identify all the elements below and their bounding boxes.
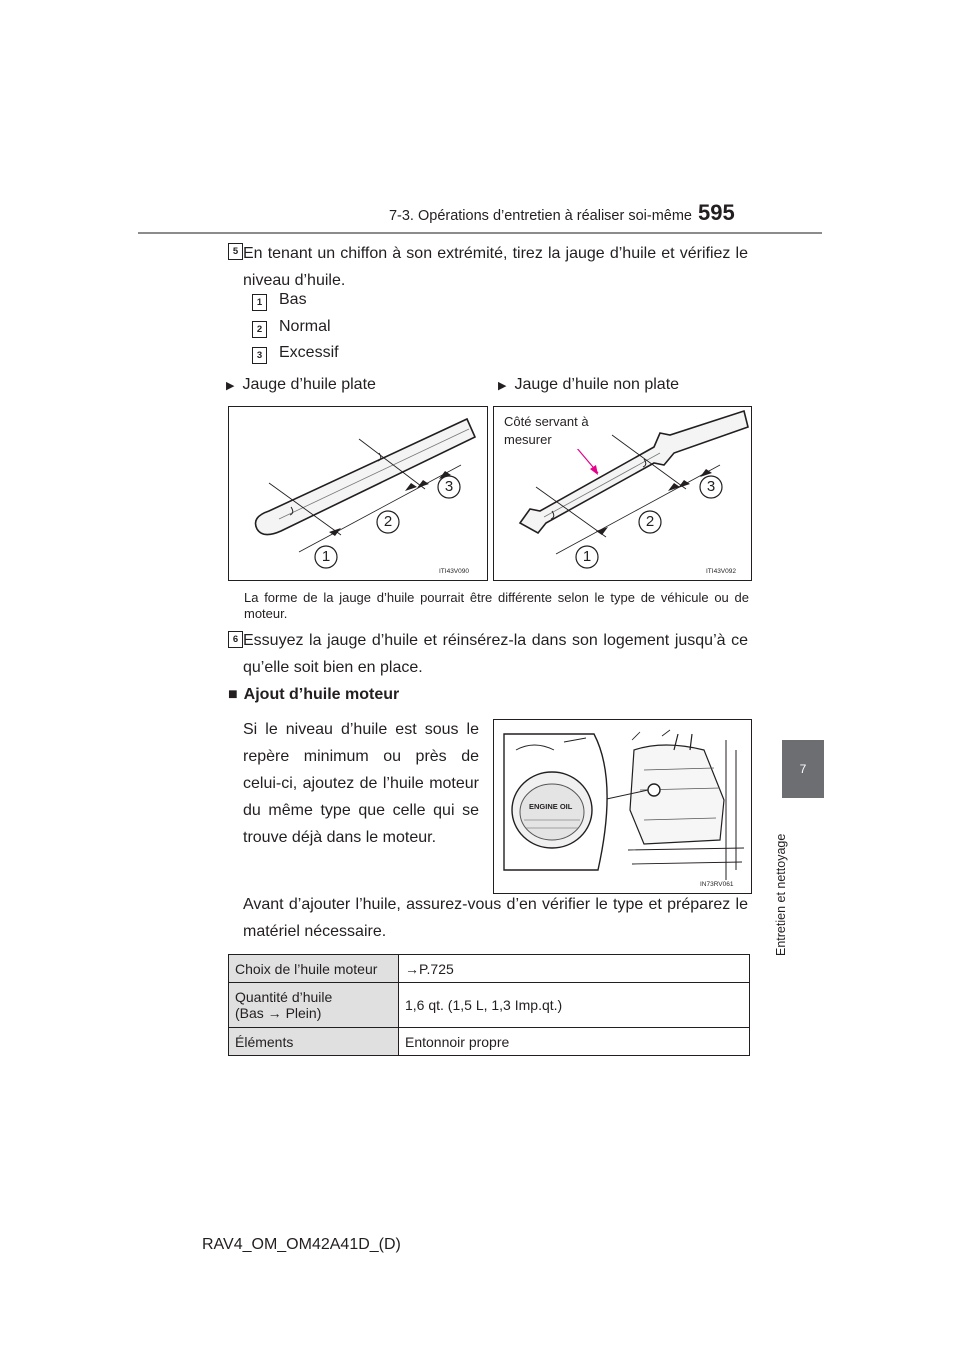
table-row [229,1028,750,1056]
oil-spec-table [228,954,750,1056]
chapter-title [774,820,796,956]
before-adding-paragraph: Avant d’ajouter l’huile, assurez-vous d’en vérifier le type et préparez le matériel nécessaire. [243,896,748,940]
table-cell-value: 1,6 qt. (1,5 L, 1,3 Imp.qt.) [399,983,750,1028]
non-flat-dipstick-illustration [493,406,752,581]
illustration-caption: La forme de la jauge d’huile pourrait être différente selon le type de véhicule ou de moteur. [244,590,749,621]
engine-oil-cap-label: ENGINE OIL [529,802,573,811]
callout-1: 1 [582,548,592,565]
callout-3: 3 [706,478,716,495]
step-6-text: Essuyez la jauge d’huile et réinsérez-la dans son logement jusqu’à ce qu’elle soit bien en place. [243,632,748,676]
page-number: 595 [698,200,735,225]
table-row [229,983,750,1028]
table-cell-label: Choix de l’huile moteur [229,955,399,983]
triangle-bullet-icon: ▶ [226,380,235,392]
table-cell-label: Éléments [229,1028,399,1056]
section-header: 7-3. Opérations d’entretien à réaliser soi-même [388,208,692,224]
legend-number-1: 1 [252,294,267,311]
step-5-text: En tenant un chiffon à son extrémité, tirez la jauge d’huile et vérifiez le niveau d’huile. [243,245,748,289]
chapter-title-text: Entretien et nettoyage [774,833,788,956]
image-code: IN73RV061 [700,881,734,888]
table-cell-label: Quantité d’huile (Bas → Plein) [229,983,399,1028]
step-number-5: 5 [228,243,243,260]
image-code: ITI43V092 [706,568,736,575]
callout-1: 1 [321,548,331,565]
callout-3: 3 [444,478,454,495]
callout-2: 2 [383,513,393,530]
legend-label-excessive: Excessif [279,344,339,361]
oil-add-paragraph: Si le niveau d’huile est sous le repère minimum ou près de celui-ci, ajoutez de l’huile moteur du même type que celle qui se trouve déjà dans le moteur. [243,721,479,846]
step-number-6: 6 [228,631,243,648]
table-cell-value: Entonnoir propre [399,1028,750,1056]
oil-filler-cap-illustration [493,719,752,894]
legend-number-2: 2 [252,321,267,338]
variant-label-non-flat: ▶ Jauge d’huile non plate [498,376,680,393]
triangle-bullet-icon: ▶ [498,380,507,392]
legend-number-3: 3 [252,347,267,364]
document-code: RAV4_OM_OM42A41D_(D) [202,1236,401,1253]
header-rule [138,232,822,234]
section-heading: ■ Ajout d’huile moteur [228,686,400,703]
table-cell-value: →P.725 [399,955,750,983]
callout-2: 2 [645,513,655,530]
legend-label-low: Bas [279,291,307,308]
variant-label-flat: ▶ Jauge d’huile plate [226,376,376,393]
image-code: ITI43V090 [439,568,469,575]
square-bullet-icon: ■ [228,686,238,703]
flat-dipstick-illustration [228,406,488,581]
table-row [229,955,750,983]
chapter-tab: 7 [782,740,824,798]
measuring-side-annotation: Côté servant à mesurer [504,414,589,447]
legend-label-normal: Normal [279,318,331,335]
